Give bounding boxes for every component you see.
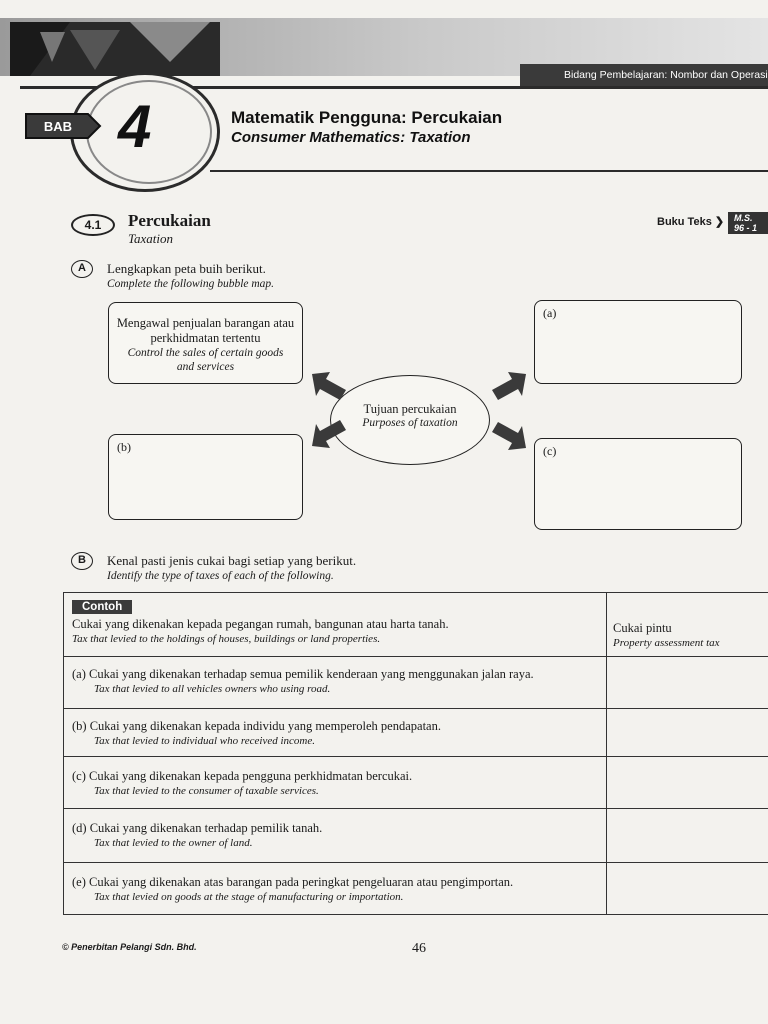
arrow-downleft-icon	[310, 418, 350, 450]
textbook-reference	[657, 215, 724, 228]
question-a: (a) Cukai yang dikenakan terhadap semua pemilik kenderaan yang menggunakan jalan raya.	[72, 667, 534, 681]
arrow-downright-icon	[488, 420, 528, 452]
question-cell	[64, 863, 607, 915]
bubble-text: Mengawal penjualan barangan atau perkhidmatan tertentu	[116, 316, 295, 345]
answer-cell-b[interactable]	[607, 709, 768, 757]
header-triangles	[10, 22, 220, 76]
question-d: (d) Cukai yang dikenakan terhadap pemilik tanah.	[72, 821, 323, 835]
answer-cell-c[interactable]	[607, 757, 768, 809]
section-title: Percukaian	[128, 211, 211, 230]
part-b-label: B	[71, 552, 93, 570]
bubble-center-text-en: Purposes of taxation	[362, 417, 458, 429]
question-c-en: Tax that levied to the consumer of taxable services.	[94, 785, 319, 797]
question-e-en: Tax that levied on goods at the stage of manufacturing or importation.	[94, 891, 404, 903]
ms-pages: 96 - 1	[734, 223, 758, 233]
chevron-right-icon: ❯	[714, 216, 725, 228]
table-row	[64, 863, 768, 915]
bubble-text-en: Control the sales of certain goods and services	[127, 347, 284, 373]
table-row	[64, 657, 768, 709]
answer-cell-e[interactable]	[607, 863, 768, 915]
ms-badge	[728, 212, 768, 234]
part-a-label: A	[71, 260, 93, 278]
tax-table	[63, 592, 768, 915]
bubble-box-a[interactable]	[534, 300, 742, 384]
section-number: 4.1	[71, 214, 115, 236]
bab-label: BAB	[43, 119, 73, 134]
question-cell	[64, 709, 607, 757]
question-a-en: Tax that levied to all vehicles owners who using road.	[94, 683, 331, 695]
textbook-reference-label: Buku Teks	[657, 216, 712, 228]
question-e: (e) Cukai yang dikenakan atas barangan pada peringkat pengeluaran atau pengimportan.	[72, 875, 514, 889]
example-question-en: Tax that levied to the holdings of houses, buildings or land properties.	[72, 633, 381, 645]
question-b-en: Tax that levied to individual who received income.	[94, 735, 315, 747]
publisher-credit: © Penerbitan Pelangi Sdn. Bhd.	[62, 942, 197, 952]
page-number: 46	[412, 941, 426, 956]
bubble-center-text: Tujuan percukaian	[363, 402, 457, 416]
bubble-box-c-label: (c)	[543, 444, 557, 458]
learning-area-strip: Bidang Pembelajaran: Nombor dan Operasi	[520, 64, 768, 86]
question-c: (c) Cukai yang dikenakan kepada pengguna perkhidmatan bercukai.	[72, 769, 413, 783]
part-b-instruction-en: Identify the type of taxes of each of the following.	[107, 570, 334, 582]
ms-label: M.S.	[734, 213, 753, 223]
answer-cell-d[interactable]	[607, 809, 768, 863]
part-a-instruction: Lengkapkan peta buih berikut.	[107, 261, 266, 276]
arrow-upright-icon	[488, 370, 528, 402]
bubble-box-control-sales	[108, 302, 303, 384]
bubble-box-b[interactable]	[108, 434, 303, 520]
chapter-title: Matematik Pengguna: Percukaian	[231, 108, 503, 127]
example-answer-en: Property assessment tax	[613, 637, 720, 649]
question-b: (b) Cukai yang dikenakan kepada individu yang memperoleh pendapatan.	[72, 719, 441, 733]
section-subtitle: Taxation	[128, 231, 174, 246]
part-b-instruction: Kenal pasti jenis cukai bagi setiap yang berikut.	[107, 553, 357, 568]
example-answer-cell	[607, 593, 768, 657]
bab-tag	[24, 110, 102, 142]
bubble-center	[330, 375, 490, 465]
chapter-number: 4	[118, 93, 152, 160]
bubble-box-c[interactable]	[534, 438, 742, 530]
example-tag: Contoh	[72, 600, 132, 614]
example-question-cell	[64, 593, 607, 657]
question-cell	[64, 757, 607, 809]
table-row	[64, 757, 768, 809]
header-graphic	[10, 22, 220, 76]
part-a-instruction-en: Complete the following bubble map.	[107, 278, 275, 290]
chapter-subtitle: Consumer Mathematics: Taxation	[231, 129, 471, 146]
question-cell	[64, 657, 607, 709]
example-question: Cukai yang dikenakan kepada pegangan rumah, bangunan atau harta tanah.	[72, 617, 449, 631]
table-row	[64, 809, 768, 863]
bubble-box-a-label: (a)	[543, 306, 557, 320]
answer-cell-a[interactable]	[607, 657, 768, 709]
header-rule-bottom	[210, 170, 768, 172]
question-d-en: Tax that levied to the owner of land.	[94, 837, 253, 849]
table-row	[64, 709, 768, 757]
bubble-box-b-label: (b)	[117, 440, 131, 454]
example-answer: Cukai pintu	[613, 621, 672, 635]
table-row-example	[64, 593, 768, 657]
arrow-upleft-icon	[310, 370, 350, 402]
question-cell	[64, 809, 607, 863]
